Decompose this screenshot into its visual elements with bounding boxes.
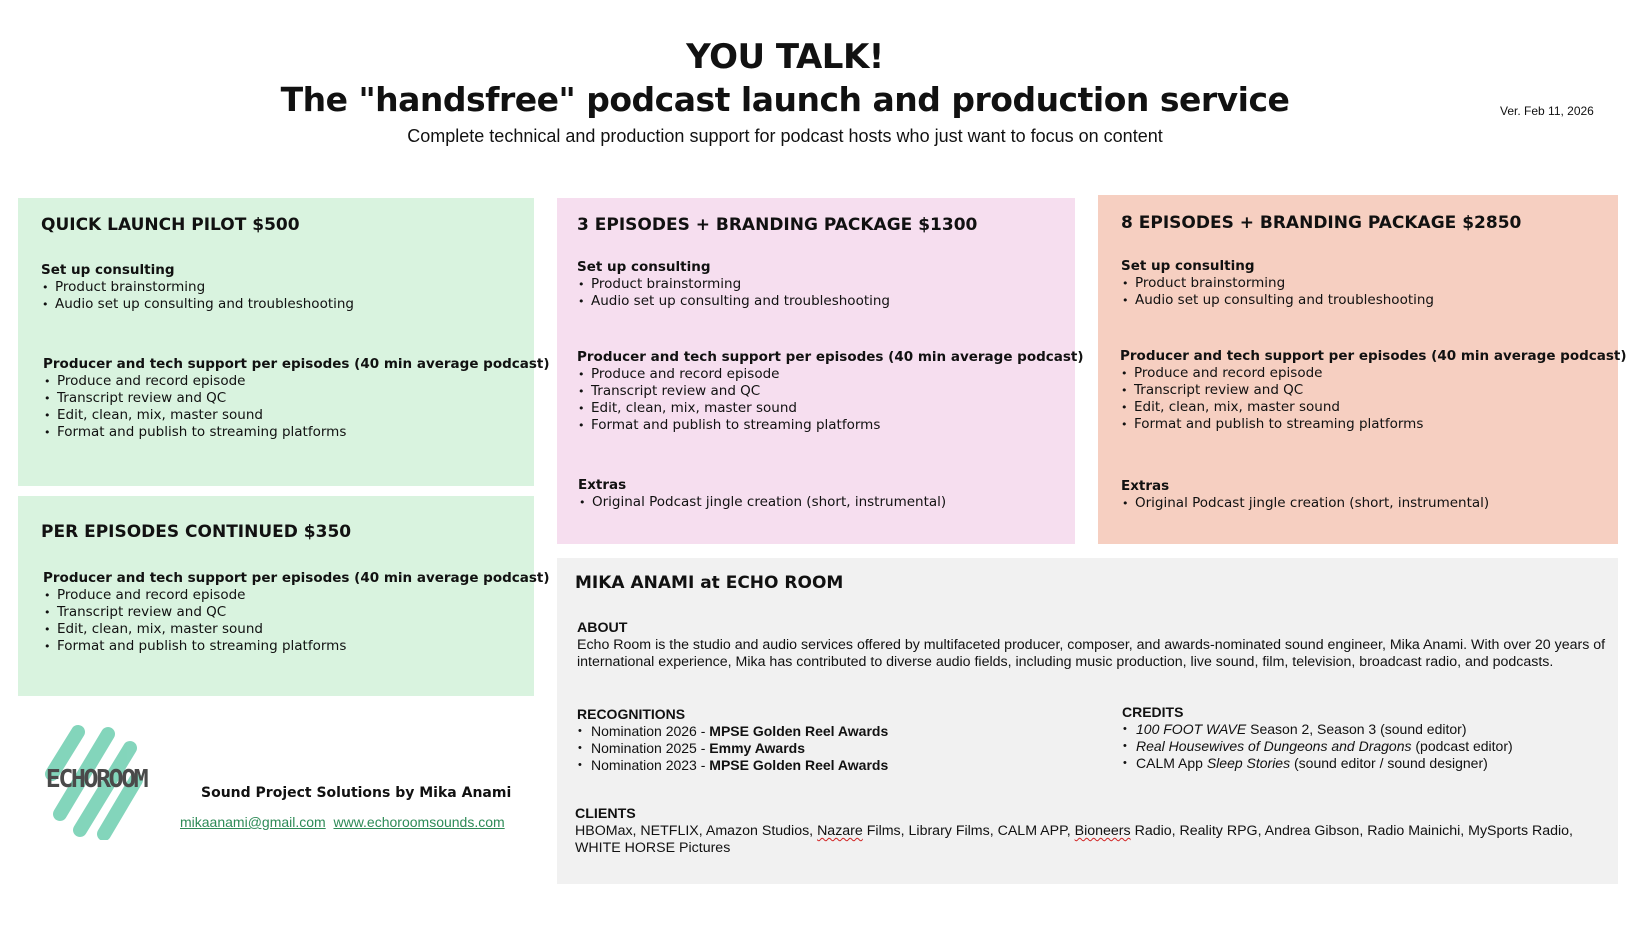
clients-text <box>575 823 1595 857</box>
list-item: • Format and publish to streaming platforms <box>577 417 1084 434</box>
page-title: YOU TALK! <box>686 37 884 77</box>
clients-part: Films, Library Films, CALM APP, <box>862 823 1075 839</box>
about-section <box>577 620 1607 671</box>
list-item: • Transcript review and QC <box>577 383 1084 400</box>
recognition-prefix: Nomination 2025 - <box>591 740 710 756</box>
per-episodes-card <box>18 496 550 696</box>
three-episodes-card <box>557 198 1084 544</box>
recognition-prefix: Nomination 2026 - <box>591 723 710 739</box>
contact-links <box>180 814 505 830</box>
clients-name-nazare: Nazare <box>817 823 863 839</box>
credit-title: 100 FOOT WAVE <box>1136 721 1247 737</box>
setup-heading: Set up consulting <box>577 259 711 275</box>
eight-episodes-card <box>1098 195 1627 544</box>
eight-episodes-producer <box>1120 348 1627 433</box>
credits-section <box>1122 704 1513 772</box>
credits-heading: CREDITS <box>1122 704 1184 720</box>
recognitions-heading: RECOGNITIONS <box>577 706 686 722</box>
three-episodes-extras <box>578 477 946 511</box>
company-name: Sound Project Solutions by Mika Anami <box>201 785 512 801</box>
extras-heading: Extras <box>578 477 627 493</box>
list-item: • Format and publish to streaming platforms <box>43 424 550 441</box>
page-headline: The "handsfree" podcast launch and production service <box>280 80 1290 119</box>
three-episodes-title: 3 EPISODES + BRANDING PACKAGE $1300 <box>577 215 978 235</box>
list-item: • Audio set up consulting and troubleshooting <box>1121 292 1434 309</box>
list-item <box>1122 755 1513 772</box>
producer-heading: Producer and tech support per episodes (40 min average podcast) <box>1120 348 1627 364</box>
version-label: Ver. Feb 11, 2026 <box>1500 104 1594 118</box>
credit-role: (sound editor / sound designer) <box>1290 755 1488 771</box>
credit-role: Season 2, Season 3 (sound editor) <box>1246 721 1467 737</box>
logo-text: ECHOROOM <box>45 764 147 793</box>
list-item: • Produce and record episode <box>43 373 550 390</box>
recognition-award: Emmy Awards <box>709 740 806 756</box>
per-episodes-producer <box>43 570 550 655</box>
setup-heading: Set up consulting <box>41 262 175 278</box>
credit-prefix: CALM App <box>1136 755 1207 771</box>
clients-part: Radio, Reality RPG, Andrea Gibson, Radio Mainichi, MySports Radio, WHITE HORSE Pictures <box>575 823 1573 856</box>
list-item: • Edit, clean, mix, master sound <box>43 621 550 638</box>
list-item: • Product brainstorming <box>577 276 890 293</box>
recognitions-section <box>577 706 888 774</box>
list-item: • Edit, clean, mix, master sound <box>43 407 550 424</box>
clients-part: HBOMax, NETFLIX, Amazon Studios, <box>575 823 818 839</box>
echo-room-title: MIKA ANAMI at ECHO ROOM <box>575 573 844 593</box>
list-item: • Transcript review and QC <box>1120 382 1627 399</box>
list-item: • Edit, clean, mix, master sound <box>577 400 1084 417</box>
list-item: • Original Podcast jingle creation (short, instrumental) <box>578 494 946 511</box>
list-item <box>1122 721 1513 738</box>
list-item: • Produce and record episode <box>43 587 550 604</box>
eight-episodes-extras <box>1121 478 1489 512</box>
list-item <box>577 723 888 740</box>
page-subtitle: Complete technical and production support for podcast hosts who just want to focus on content <box>407 126 1163 146</box>
list-item: • Produce and record episode <box>577 366 1084 383</box>
clients-heading: CLIENTS <box>575 806 636 822</box>
eight-episodes-setup <box>1121 258 1434 309</box>
about-text: Echo Room is the studio and audio services offered by multifaceted producer, composer, and awards-nominated sound engineer, Mika Anami. With over 20 years of international experience, Mika has contributed to diverse audio fields, including music production, live sound, film, television, broadcast radio, and podcasts. <box>577 637 1606 670</box>
clients-name-bioneers: Bioneers <box>1074 823 1131 839</box>
list-item: • Audio set up consulting and troubleshooting <box>577 293 890 310</box>
list-item: • Transcript review and QC <box>43 604 550 621</box>
list-item: • Product brainstorming <box>41 279 354 296</box>
quick-launch-producer <box>43 356 550 441</box>
echo-room-card <box>557 558 1618 884</box>
quick-launch-setup <box>41 262 354 313</box>
quick-launch-card <box>18 198 550 486</box>
list-item: • Format and publish to streaming platforms <box>43 638 550 655</box>
recognition-prefix: Nomination 2023 - <box>591 757 710 773</box>
credit-role: (podcast editor) <box>1411 738 1513 754</box>
website-link[interactable]: www.echoroomsounds.com <box>333 814 505 830</box>
list-item: • Original Podcast jingle creation (short, instrumental) <box>1121 495 1489 512</box>
list-item: • Product brainstorming <box>1121 275 1434 292</box>
recognition-award: MPSE Golden Reel Awards <box>709 723 889 739</box>
about-heading: ABOUT <box>577 620 628 636</box>
echoroom-logo-icon <box>38 718 154 840</box>
producer-heading: Producer and tech support per episodes (40 min average podcast) <box>43 356 550 372</box>
list-item: • Transcript review and QC <box>43 390 550 407</box>
per-episodes-title: PER EPISODES CONTINUED $350 <box>41 522 352 542</box>
list-item <box>577 757 888 774</box>
credit-title: Sleep Stories <box>1206 755 1291 771</box>
list-item: • Produce and record episode <box>1120 365 1627 382</box>
list-item: • Audio set up consulting and troubleshooting <box>41 296 354 313</box>
producer-heading: Producer and tech support per episodes (40 min average podcast) <box>577 349 1084 365</box>
three-episodes-producer <box>577 349 1084 434</box>
setup-heading: Set up consulting <box>1121 258 1255 274</box>
header <box>0 36 1570 148</box>
recognition-award: MPSE Golden Reel Awards <box>709 757 889 773</box>
list-item: • Edit, clean, mix, master sound <box>1120 399 1627 416</box>
extras-heading: Extras <box>1121 478 1170 494</box>
list-item <box>1122 738 1513 755</box>
producer-heading: Producer and tech support per episodes (40 min average podcast) <box>43 570 550 586</box>
list-item <box>577 740 888 757</box>
three-episodes-setup <box>577 259 890 310</box>
list-item: • Format and publish to streaming platforms <box>1120 416 1627 433</box>
credit-title: Real Housewives of Dungeons and Dragons <box>1136 738 1412 754</box>
echoroom-logo <box>38 718 154 840</box>
eight-episodes-title: 8 EPISODES + BRANDING PACKAGE $2850 <box>1121 213 1522 233</box>
quick-launch-title: QUICK LAUNCH PILOT $500 <box>41 215 300 235</box>
email-link[interactable]: mikaanami@gmail.com <box>180 814 326 830</box>
clients-section <box>575 806 1595 857</box>
